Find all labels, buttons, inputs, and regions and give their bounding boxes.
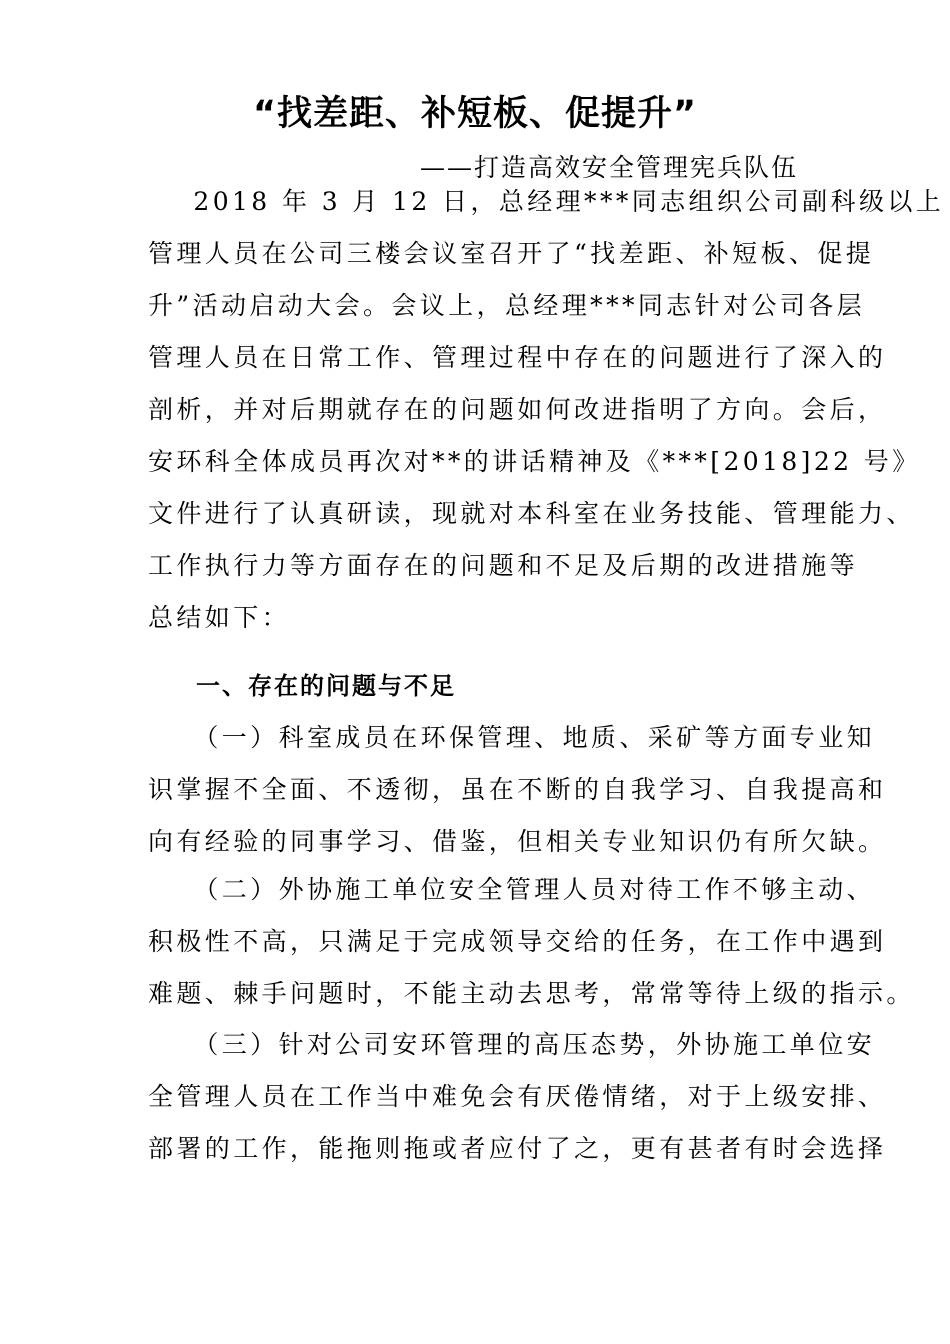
paragraph-line: 工作执行力等方面存在的问题和不足及后期的改进措施等	[148, 551, 859, 580]
paragraph-line: 剖析，并对后期就存在的问题如何改进指明了方向。会后，	[148, 395, 887, 424]
section-heading: 一、存在的问题与不足	[196, 672, 456, 700]
document-title: “找差距、补短板、促提升”	[252, 94, 697, 134]
intro-paragraph	[148, 176, 945, 644]
paragraph-line: 升”活动启动大会。会议上，总经理***同志针对公司各层	[148, 291, 866, 320]
paragraph-line: 识掌握不全面、不透彻，虽在不断的自我学习、自我提高和	[148, 775, 887, 804]
paragraph-line: 难题、棘手问题时，不能主动去思考，常常等待上级的指示。	[148, 979, 915, 1008]
paragraph-line: 2018 年 3 月 12 日，总经理***同志组织公司副科级以上	[148, 187, 945, 216]
paragraph-line: 全管理人员在工作当中难免会有厌倦情绪，对于上级安排、	[148, 1082, 887, 1111]
paragraph-line: 管理人员在公司三楼会议室召开了“找差距、补短板、促提	[148, 239, 875, 268]
paragraph-line: （二）外协施工单位安全管理人员对待工作不够主动、	[148, 875, 875, 904]
paragraph-line: 安环科全体成员再次对**的讲话精神及《***[2018]22 号》	[148, 447, 921, 476]
paragraph-line: 文件进行了认真研读，现就对本科室在业务技能、管理能力、	[148, 499, 915, 528]
paragraph-line: （三）针对公司安环管理的高压态势，外协施工单位安	[148, 1030, 875, 1059]
paragraph-line: 积极性不高，只满足于完成领导交给的任务，在工作中遇到	[148, 927, 887, 956]
issue-item-2	[148, 864, 915, 1020]
document-subtitle: ——打造高效安全管理宪兵队伍	[419, 153, 798, 182]
paragraph-line: 向有经验的同事学习、借鉴，但相关专业知识仍有所欠缺。	[148, 827, 887, 856]
paragraph-line: 部署的工作，能拖则拖或者应付了之，更有甚者有时会选择	[148, 1134, 887, 1163]
paragraph-line: （一）科室成员在环保管理、地质、采矿等方面专业知	[148, 723, 875, 752]
paragraph-line: 总结如下：	[148, 603, 291, 632]
paragraph-line: 管理人员在日常工作、管理过程中存在的问题进行了深入的	[148, 343, 887, 372]
issue-item-1	[148, 712, 887, 868]
issue-item-3	[148, 1019, 887, 1175]
